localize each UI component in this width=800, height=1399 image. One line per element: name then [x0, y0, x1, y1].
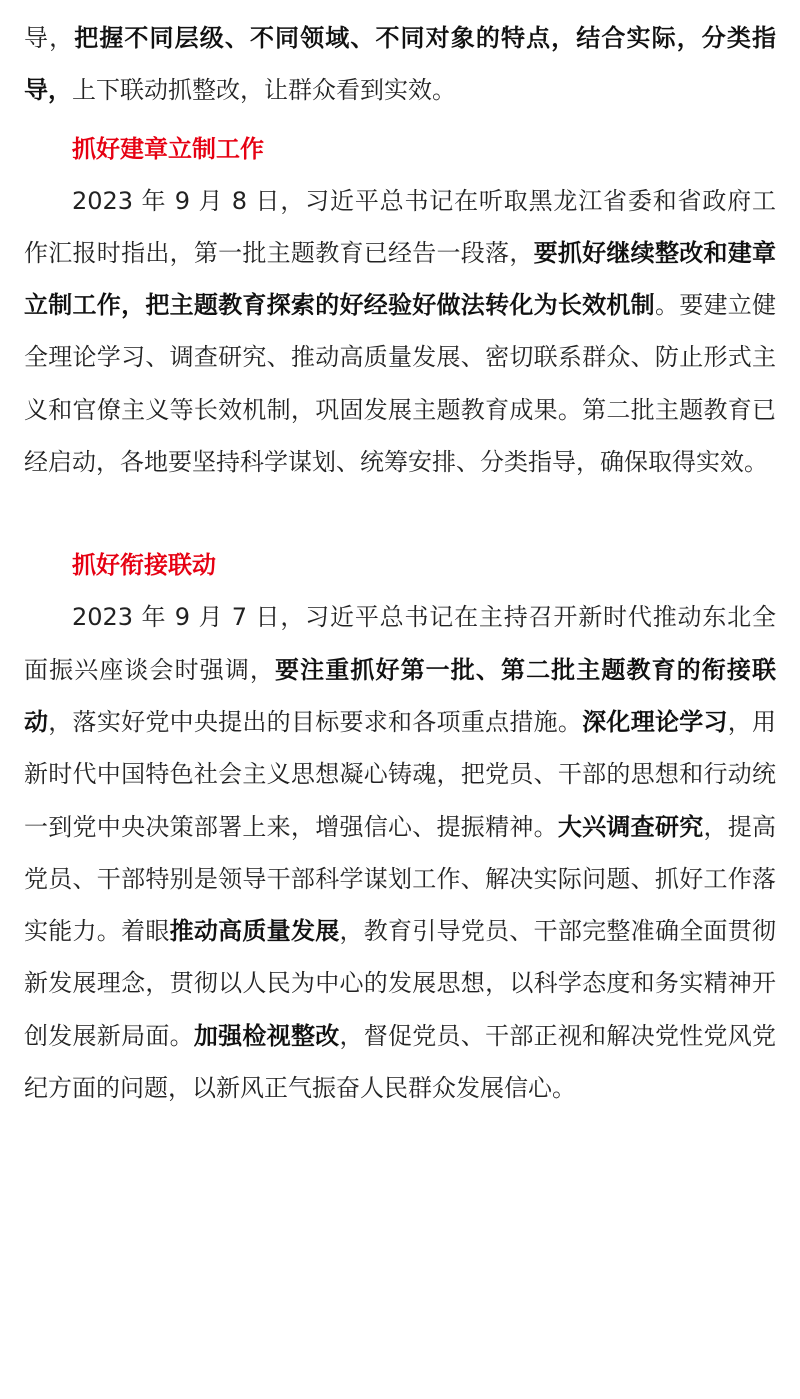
section2-paragraph: [24, 591, 776, 1114]
s1-text-1: 2023 年 9 月 8 日，习近平总书记在听取黑龙江省委和省政府工作汇报时指出，第一批主题教育已经告一段落，: [24, 186, 776, 267]
s1-text-2: 。要建立健全理论学习、调查研究、推动高质量发展、密切联系群众、防止形式主义和官僚主义等长效机制，巩固发展主题教育成果。第二批主题教育已经启动，各地要坚持科学谋划、统筹安排、分类指导，确保取得实效。: [24, 291, 777, 477]
article-body: [0, 12, 800, 1114]
s2-bold-1: 要注重抓好第一批、第二批主题教育的衔接联动: [24, 655, 777, 736]
s2-text-2: ，落实好党中央提出的目标要求和各项重点措施。: [48, 707, 583, 736]
intro-bold-1: 把握不同层级、不同领域、不同对象的特点，结合实际，分类指导，: [24, 24, 777, 105]
s2-text-3: ，用新时代中国特色社会主义思想凝心铸魂，把党员、干部的思想和行动统一到党中央决策部署上来，增强信心、提振精神。: [24, 707, 777, 841]
s2-text-6: ，督促党员、干部正视和解决党性党风党纪方面的问题，以新风正气振奋人民群众发展信心。: [24, 1021, 777, 1103]
s2-text-5: ，教育引导党员、干部完整准确全面贯彻新发展理念，贯彻以人民为中心的发展思想，以科学态度和务实精神开创发展新局面。: [24, 917, 777, 1050]
intro-text-2: 上下联动抓整改，让群众看到实效。: [72, 76, 456, 105]
s1-bold-1: 要抓好继续整改和建章立制工作，把主题教育探索的好经验好做法转化为长效机制: [24, 238, 777, 320]
s2-bold-2: 深化理论学习: [582, 707, 728, 736]
s2-bold-4: 推动高质量发展: [169, 917, 340, 946]
s2-bold-3: 大兴调查研究: [557, 812, 704, 841]
s2-text-1: 2023 年 9 月 7 日，习近平总书记在主持召开新时代推动东北全面振兴座谈会时强调，: [24, 603, 776, 684]
section1-paragraph: [24, 175, 776, 489]
s2-text-4: ，提高党员、干部特别是领导干部科学谋划工作、解决实际问题、抓好工作落实能力。着眼: [24, 812, 777, 946]
section-spacer: [24, 488, 776, 539]
s2-bold-5: 加强检视整改: [193, 1021, 340, 1050]
intro-text-1: 导，: [24, 24, 75, 52]
section1-heading: 抓好建章立制工作: [72, 134, 264, 163]
intro-paragraph: [24, 12, 776, 117]
section2-heading: 抓好衔接联动: [72, 551, 216, 580]
